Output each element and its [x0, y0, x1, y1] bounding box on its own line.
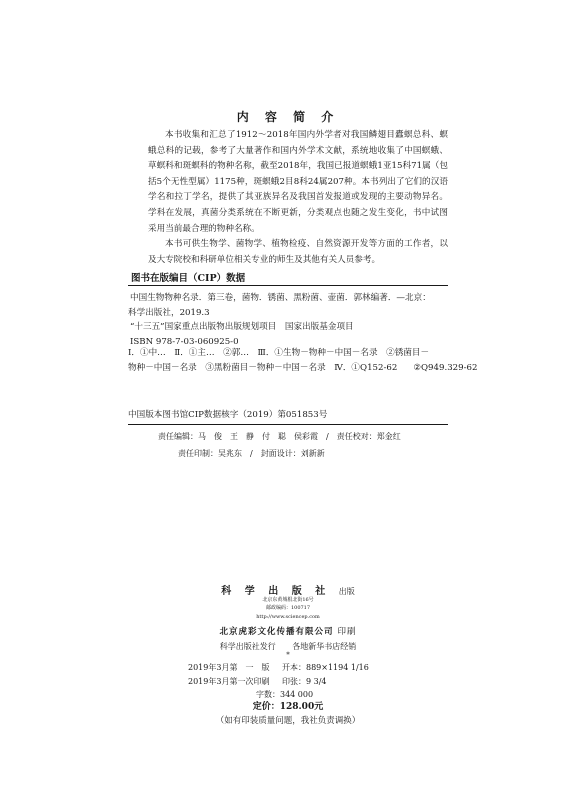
quality-notice: （如有印装质量问题，我社负责调换）	[215, 716, 361, 726]
distribution-bookstores: 各地新华书店经销	[292, 642, 357, 651]
cip-classification-text-2: 物种－中国－名录 ③黑粉菌目－物种－中国－名录 Ⅳ．①Q152-62	[128, 362, 398, 373]
cip-data-note: 中国版本图书馆CIP数据核字（2019）第051853号	[128, 410, 328, 420]
cip-bibliographic-block	[128, 291, 450, 349]
cip-top-rule	[128, 285, 448, 286]
edition-row	[188, 661, 448, 675]
distribution-publisher: 科学出版社发行	[219, 642, 276, 651]
summary-paragraph-2: 本书可供生物学、菌物学、植物检疫、自然资源开发等方面的工作者，以及大专院校和科研单位相关专业的师生及其他有关人员参考。	[148, 239, 448, 265]
edition-specs	[188, 661, 448, 702]
cip-project-line: “十三五”国家重点出版物出版规划项目 国家出版基金项目	[130, 322, 354, 333]
printer-name: 北京虎彩文化传播有限公司	[219, 627, 334, 637]
printer-line	[0, 625, 576, 637]
content-summary-title: 内 容 简 介	[236, 110, 340, 124]
printing-row	[188, 675, 448, 689]
publisher-name-line	[0, 582, 576, 597]
cip-classification-text-1: Ⅰ．①中… Ⅱ．①主… ②郭… Ⅲ．①生物－物种－中国－名录 ②锈菌目－	[128, 348, 430, 358]
cip-classification-line-2	[128, 361, 478, 376]
cip-title-line: 中国生物物种名录．第三卷，菌物．锈菌、黑粉菌、壶菌．郭林编著．—北京：	[130, 293, 431, 303]
separator-star: *	[286, 651, 290, 659]
cip-publisher-line: 科学出版社，2019.3	[128, 307, 210, 318]
edition-text: 2019年3月第 一 版	[188, 663, 270, 672]
cip-isbn: ISBN 978-7-03-060925-0	[130, 336, 239, 347]
cip-bottom-rule	[128, 424, 448, 425]
editors-credit-line: 责任编辑：马 俊 王 静 付 聪 侯彩霞 / 责任校对：郑金红	[158, 432, 401, 441]
format-text: 开本：889×1194 1/16	[282, 663, 369, 672]
printing-text: 2019年3月第一次印刷	[188, 676, 270, 686]
cip-classification-line-1	[128, 346, 450, 361]
printer-suffix: 印刷	[337, 627, 357, 637]
publisher-suffix: 出版	[338, 587, 355, 596]
sheets-text: 印张：9 3/4	[282, 676, 327, 686]
cip-classification-number: ②Q949.329-62	[413, 362, 478, 373]
summary-paragraph-1: 本书收集和汇总了1912～2018年国内外学者对我国鳞翅目蠹螟总科、螟蛾总科的记载，参考了大量著作和国内外学术文献，系统地收集了中国螟蛾、草螟科和斑螟科的物种名称，截至2018年，我国已报道螟蛾1亚15科71属（包括5个无性型属）1175种，斑螟蛾2目8科24属207种。本书列出了它们的汉语学名和拉丁学名，提供了其亚族异名及我国首发报道或发现的主要动物异名。学科在发展，真菌分类系统在不断更新，分类观点也随之发生变化，书中试图采用当前最合理的物种名称。	[148, 130, 448, 234]
word-count: 字数：344 000	[256, 690, 314, 699]
production-credit-line: 责任印制：吴兆东 / 封面设计：刘新新	[178, 449, 325, 458]
content-summary	[148, 128, 448, 268]
publisher-website: http://www.sciencep.com	[256, 614, 320, 620]
publisher-address: 北京东黄城根北街16号	[262, 597, 314, 603]
cip-heading: 图书在版编目（CIP）数据	[131, 273, 246, 284]
publisher-postcode: 邮政编码：100717	[265, 605, 311, 611]
price: 定价：128.00元	[252, 702, 324, 712]
cip-classification-block	[128, 346, 478, 375]
publisher-name: 科 学 出 版 社	[221, 586, 331, 597]
